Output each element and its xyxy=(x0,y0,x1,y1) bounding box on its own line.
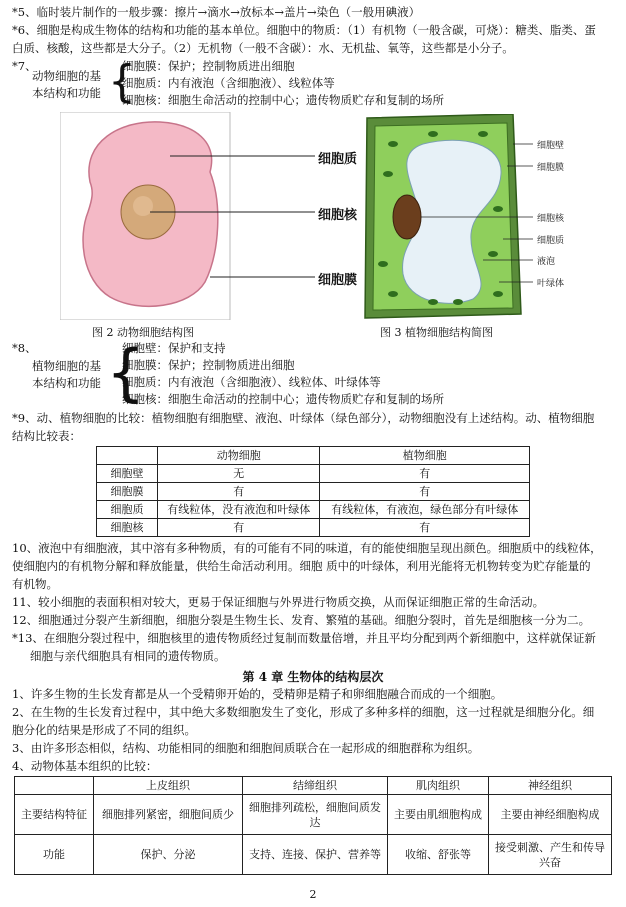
plant-structure-title-2: 本结构和功能 xyxy=(32,376,101,390)
animal-item-2: 细胞质：内有液泡（含细胞液）、线粒体等 xyxy=(122,76,335,90)
table-row xyxy=(15,835,612,875)
plant-structure-block xyxy=(8,336,608,412)
plant-item-2: 细胞膜：保护；控制物质进出细胞 xyxy=(122,358,295,372)
table-cell: 有 xyxy=(158,519,320,537)
plant-structure-title-1: 植物细胞的基 xyxy=(32,359,101,373)
plant-label-cytoplasm: 细胞质 xyxy=(537,236,565,246)
plant-label-chloroplast: 叶绿体 xyxy=(537,279,565,289)
page-number: 2 xyxy=(309,888,317,901)
plant-label-membrane: 细胞膜 xyxy=(537,163,565,173)
table-row xyxy=(97,501,530,519)
figure-2-caption: 图 2 动物细胞结构图 xyxy=(92,326,194,339)
table-cell: 有 xyxy=(158,483,320,501)
brace-icon: { xyxy=(106,336,146,409)
label-nucleus: 细胞核 xyxy=(318,208,358,223)
plant-cell-figure xyxy=(363,114,613,320)
plant-label-nucleus: 细胞核 xyxy=(537,214,565,224)
table-cell: 细胞膜 xyxy=(97,483,158,501)
line-6b: 白质、核酸，这些都是大分子。（2）无机物（一般不含碳）：水、无机盐、氧等，这些都是小分子。 xyxy=(12,41,514,55)
cell-comparison-table xyxy=(96,446,530,537)
animal-structure-title-1: 动物细胞的基 xyxy=(32,69,101,83)
line-9a: *9、动、植物细胞的比较：植物细胞有细胞壁、液泡、叶绿体（绿色部分），动物细胞没有上述结构。动、植物细胞 xyxy=(12,411,595,425)
table-cell: 有 xyxy=(320,465,530,483)
plant-label-wall: 细胞壁 xyxy=(537,141,565,151)
table-header-row xyxy=(97,447,530,465)
table-header-cell xyxy=(97,447,158,465)
line-c1: 1、许多生物的生长发育都是从一个受精卵开始的，受精卵是精子和卵细胞融合而成的一个细胞。 xyxy=(12,687,503,701)
table-cell: 细胞壁 xyxy=(97,465,158,483)
label-cytoplasm: 细胞质 xyxy=(318,152,358,167)
line-10c: 有机物。 xyxy=(12,577,58,591)
line-11: 11、较小细胞的表面积相对较大，更易于保证细胞与外界进行物质交换，从而保证细胞正常的生命活动。 xyxy=(12,595,545,609)
table-cell: 细胞排列紧密，细胞间质少 xyxy=(94,795,243,835)
figure-3-caption: 图 3 植物细胞结构简图 xyxy=(380,326,493,339)
animal-item-3: 细胞核：细胞生命活动的控制中心；遗传物质贮存和复制的场所 xyxy=(122,93,444,107)
animal-item-1: 细胞膜：保护；控制物质进出细胞 xyxy=(122,59,295,73)
table-cell: 保护、分泌 xyxy=(94,835,243,875)
animal-cell-diagram xyxy=(60,112,360,320)
plant-structure-num: *8、 xyxy=(12,341,37,355)
table-cell: 细胞排列疏松，细胞间质发达 xyxy=(243,795,388,835)
line-c4: 4、动物体基本组织的比较： xyxy=(12,759,158,773)
table-cell: 有 xyxy=(320,519,530,537)
table-cell: 功能 xyxy=(15,835,94,875)
table-cell: 主要由神经细胞构成 xyxy=(489,795,612,835)
line-c3: 3、由许多形态相似，结构、功能相同的细胞和细胞间质联合在一起形成的细胞群称为组织。 xyxy=(12,741,480,755)
line-6a: *6、细胞是构成生物体的结构和功能的基本单位。细胞中的物质：（1）有机物（一般含碳，可烧）：糖类、脂类、蛋 xyxy=(12,23,596,37)
line-13a: *13、在细胞分裂过程中，细胞核里的遗传物质经过复制而数量倍增，并且平均分配到两个新细胞中，这样就保证新 xyxy=(12,631,596,645)
line-c2b: 胞分化的结果是形成了不同的组织。 xyxy=(12,723,196,737)
table-row xyxy=(97,465,530,483)
table-header-row xyxy=(15,777,612,795)
line-9b: 结构比较表： xyxy=(12,429,81,443)
line-10b: 使细胞内的有机物分解和释放能量，供给生命活动利用。细胞 质中的叶绿体，利用光能将无机物转变为贮存能量的 xyxy=(12,559,591,573)
table-row xyxy=(15,795,612,835)
table-cell: 细胞核 xyxy=(97,519,158,537)
plant-item-4: 细胞核：细胞生命活动的控制中心；遗传物质贮存和复制的场所 xyxy=(122,392,444,406)
table-header-cell: 植物细胞 xyxy=(320,447,530,465)
plant-cell-diagram xyxy=(363,114,613,320)
plant-item-1: 细胞壁：保护和支持 xyxy=(122,341,226,355)
plant-label-vacuole: 液泡 xyxy=(537,257,556,267)
line-10a: 10、液泡中有细胞液，其中溶有多种物质，有的可能有不同的味道，有的能使细胞呈现出颜色。细胞质中的线粒体， xyxy=(12,541,602,555)
label-membrane: 细胞膜 xyxy=(318,273,358,288)
table-header-cell: 结缔组织 xyxy=(243,777,388,795)
table-cell: 主要结构特征 xyxy=(15,795,94,835)
animal-structure-block xyxy=(8,58,608,114)
table-header-cell: 肌肉组织 xyxy=(388,777,489,795)
table-header-cell: 上皮组织 xyxy=(94,777,243,795)
table-cell: 有 xyxy=(320,483,530,501)
animal-structure-num: *7、 xyxy=(12,59,37,73)
table-header-cell: 神经组织 xyxy=(489,777,612,795)
table-row xyxy=(97,519,530,537)
table-cell: 有线粒体，没有液泡和叶绿体 xyxy=(158,501,320,519)
table-cell: 细胞质 xyxy=(97,501,158,519)
line-5: *5、临时装片制作的一般步骤：擦片→滴水→放标本→盖片→染色（一般用碘液） xyxy=(12,5,421,19)
table-cell: 收缩、舒张等 xyxy=(388,835,489,875)
line-13b: 细胞与亲代细胞具有相同的遗传物质。 xyxy=(30,649,226,663)
animal-structure-title-2: 本结构和功能 xyxy=(32,86,101,100)
line-12: 12、细胞通过分裂产生新细胞，细胞分裂是生物生长、发育、繁殖的基础。细胞分裂时，首先是细胞核一分为二。 xyxy=(12,613,591,627)
table-cell: 有线粒体，有液泡，绿色部分有叶绿体 xyxy=(320,501,530,519)
table-header-cell xyxy=(15,777,94,795)
line-c2a: 2、在生物的生长发育过程中，其中绝大多数细胞发生了变化，形成了多种多样的细胞，这一过程就是细胞分化。细 xyxy=(12,705,595,719)
brace-icon: { xyxy=(108,56,136,107)
table-row xyxy=(97,483,530,501)
chapter-title: 第 4 章 生物体的结构层次 xyxy=(242,670,384,684)
table-header-cell: 动物细胞 xyxy=(158,447,320,465)
plant-item-3: 细胞质：内有液泡（含细胞液）、线粒体、叶绿体等 xyxy=(122,375,381,389)
table-cell: 主要由肌细胞构成 xyxy=(388,795,489,835)
table-cell: 接受刺激、产生和传导兴奋 xyxy=(489,835,612,875)
tissue-comparison-table xyxy=(14,776,612,875)
table-cell: 无 xyxy=(158,465,320,483)
table-cell: 支持、连接、保护、营养等 xyxy=(243,835,388,875)
animal-cell-figure xyxy=(60,112,360,320)
